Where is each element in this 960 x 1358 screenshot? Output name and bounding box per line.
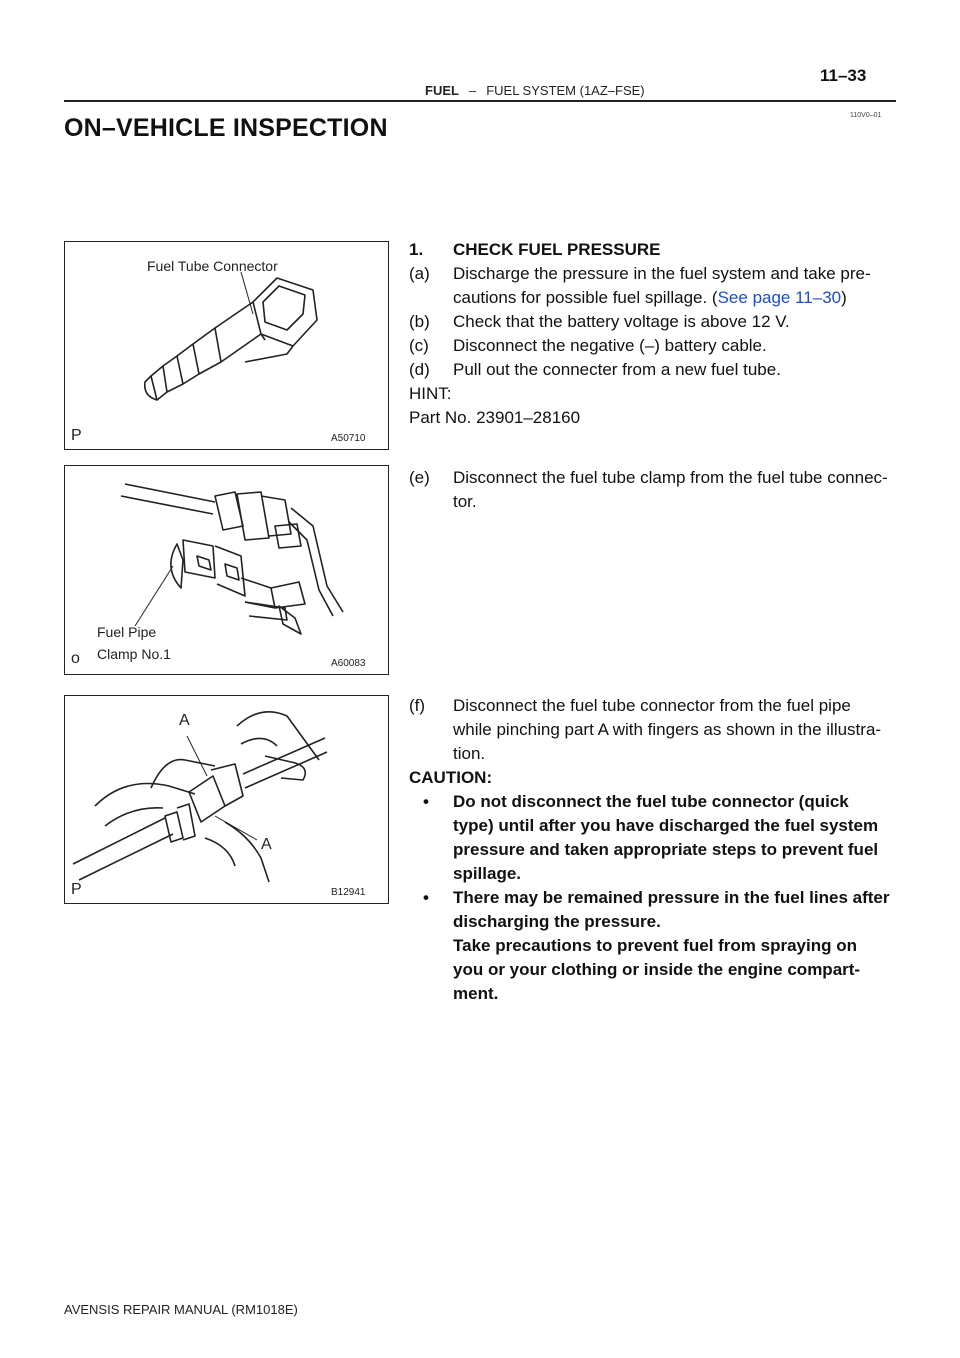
caution-label: CAUTION: [409,768,493,787]
figure-label-fuel-pipe: Fuel Pipe [97,624,157,640]
caution-2-line-5: ment. [453,984,499,1003]
step-e-line-2: tor. [453,492,477,511]
step-a-text: cautions for possible fuel spillage. ( [453,288,718,307]
step-b-text: Check that the battery voltage is above 12 V. [453,312,790,331]
step-f-number: (f) [409,696,426,715]
step-e-number: (e) [409,468,430,487]
step-f-line-1: Disconnect the fuel tube connector from the fuel pipe [453,696,851,715]
pinch-part-a-illustration [65,696,388,903]
caution-bullet-1: • [423,792,429,811]
figure-mark: P [71,881,82,898]
step-a-line-2 [453,286,896,310]
step-a-line-1: Discharge the pressure in the fuel system and take pre- [453,264,871,283]
step-1-number: 1. [409,240,424,259]
label-part-a-top: A [179,712,190,729]
header-rule [64,100,896,102]
figure-code: B12941 [331,887,366,898]
fuel-pipe-clamp-illustration [65,466,388,674]
step-c-text: Disconnect the negative (–) battery cable. [453,336,767,355]
caution-1-line-4: spillage. [453,864,522,883]
page-title: ON–VEHICLE INSPECTION [64,114,388,142]
footer-manual-title: AVENSIS REPAIR MANUAL (RM1018E) [64,1302,298,1317]
caution-1-line-3: pressure and taken appropriate steps to prevent fuel [453,840,879,859]
step-f-line-3: tion. [453,744,486,763]
figure-mark: P [71,427,82,444]
step-c-number: (c) [409,336,429,355]
caution-2-line-2: discharging the pressure. [453,912,661,931]
step-f-line-2: while pinching part A with fingers as shown in the illustra- [453,720,882,739]
step-b-number: (b) [409,312,430,331]
step-e-line-1: Disconnect the fuel tube clamp from the fuel tube connec- [453,468,888,487]
figure-code: A50710 [331,433,366,444]
label-part-a-bottom: A [261,836,272,853]
see-page-link[interactable]: See page 11–30 [717,288,842,307]
figure-label-fuel-tube-connector: Fuel Tube Connector [147,258,278,274]
caution-1-line-2: type) until after you have discharged the fuel system [453,816,879,835]
hint-label: HINT: [409,384,452,403]
document-code: 110V0–01 [850,112,882,119]
running-header [425,83,645,98]
step-a-text-end: ) [841,288,847,307]
figure-label-clamp-no1: Clamp No.1 [97,646,171,662]
page-number: 11–33 [820,66,867,85]
figure-fuel-tube-connector [64,241,389,450]
figure-pinch-part-a [64,695,389,904]
step-d-text: Pull out the connecter from a new fuel tube. [453,360,781,379]
caution-2-line-4: you or your clothing or inside the engine compart- [453,960,861,979]
figure-mark: o [71,650,80,667]
part-number: Part No. 23901–28160 [409,408,581,427]
caution-2-line-3: Take precautions to prevent fuel from spraying on [453,936,857,955]
caution-2-line-1: There may be remained pressure in the fuel lines after [453,888,890,907]
step-a-number: (a) [409,264,430,283]
header-separator: – [468,83,477,98]
figure-code: A60083 [331,658,366,669]
step-d-number: (d) [409,360,430,379]
header-section: FUEL [425,83,459,98]
figure-fuel-pipe-clamp [64,465,389,675]
header-subsection: FUEL SYSTEM (1AZ–FSE) [486,83,645,98]
step-1-title: CHECK FUEL PRESSURE [453,240,661,259]
caution-1-line-1: Do not disconnect the fuel tube connector (quick [453,792,849,811]
caution-bullet-2: • [423,888,429,907]
